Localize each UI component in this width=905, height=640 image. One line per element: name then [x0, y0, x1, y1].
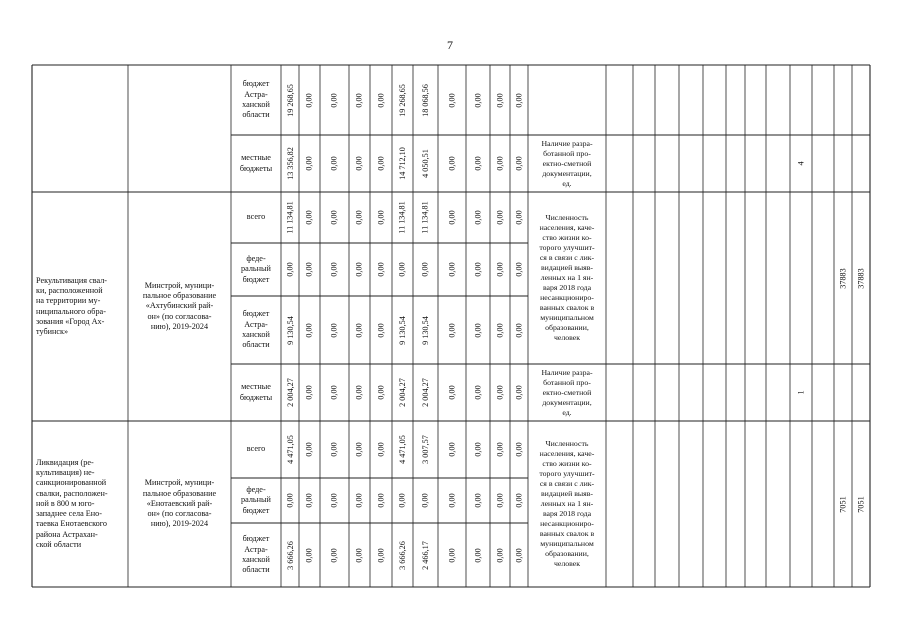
value-text: 0,00 [354, 322, 364, 338]
value-text: 0,00 [354, 262, 364, 277]
value-cell [320, 296, 349, 364]
value-cell [320, 135, 349, 192]
funding-source: всего [246, 212, 266, 222]
funding-source: бюджет Астра- ханской области [242, 309, 270, 350]
value-text: 0,00 [304, 493, 314, 508]
value-cell [510, 478, 528, 523]
value-cell [413, 192, 438, 243]
value-text: 0,00 [354, 210, 364, 225]
value-text: 0,00 [376, 92, 386, 108]
value-cell [413, 135, 438, 192]
value-text: 19 268,65 [285, 83, 295, 117]
value-text: 0,00 [354, 547, 364, 563]
value-cell [510, 421, 528, 478]
value-text: 0,00 [329, 385, 339, 400]
value-text: 0,00 [304, 547, 314, 563]
value-text: 0,00 [376, 385, 386, 400]
value-cell [299, 135, 320, 192]
value-cell [490, 296, 510, 364]
value-cell [349, 65, 370, 135]
value-text: 0,00 [495, 322, 505, 338]
value-cell [370, 243, 392, 296]
value-cell [370, 135, 392, 192]
value-cell [320, 478, 349, 523]
value-text: 13 356,82 [285, 147, 295, 180]
value-cell [349, 421, 370, 478]
value-cell [510, 243, 528, 296]
measure-description [32, 65, 128, 192]
funding-source: бюджет Астра- ханской области [242, 534, 270, 575]
value-cell [299, 296, 320, 364]
value-text: 0,00 [447, 156, 457, 171]
value-text: 0,00 [376, 262, 386, 277]
value-text: 0,00 [376, 322, 386, 338]
value-text: 0,00 [514, 92, 524, 108]
value-cell [490, 192, 510, 243]
value-text: 0,00 [473, 322, 483, 338]
value-text: 0,00 [376, 547, 386, 563]
value-cell [281, 135, 299, 192]
value-cell [490, 243, 510, 296]
value-text: 0,00 [376, 442, 386, 457]
value-text: 0,00 [473, 156, 483, 171]
target-value [790, 135, 812, 192]
population-value [852, 192, 870, 364]
value-text: 0,00 [354, 385, 364, 400]
value-text: 11 134,81 [285, 201, 295, 234]
value-text: 3 007,57 [421, 435, 430, 464]
value-cell [392, 478, 413, 523]
value-cell [281, 421, 299, 478]
value-text: 0,00 [473, 547, 483, 563]
value-cell [370, 478, 392, 523]
value-cell [392, 192, 413, 243]
value-cell [281, 478, 299, 523]
value-text: 0,00 [514, 493, 524, 508]
value-cell [438, 478, 466, 523]
value-cell [349, 523, 370, 587]
value-text: 0,00 [304, 322, 314, 338]
value-cell [510, 523, 528, 587]
value-text: 0,00 [473, 92, 483, 108]
target-value-text: 1 [796, 390, 806, 395]
value-text: 0,00 [304, 156, 314, 171]
target-value [790, 364, 812, 421]
value-cell [438, 192, 466, 243]
value-text: 2 004,27 [285, 378, 295, 407]
value-text: 0,00 [514, 442, 524, 457]
value-text: 0,00 [447, 385, 457, 400]
value-cell [413, 421, 438, 478]
value-cell [281, 296, 299, 364]
value-text: 0,00 [473, 493, 483, 508]
value-cell [299, 364, 320, 421]
value-text: 0,00 [304, 385, 314, 400]
value-text: 0,00 [447, 210, 457, 225]
value-text: 11 134,81 [421, 201, 431, 234]
value-text: 0,00 [354, 92, 364, 108]
page-number: 7 [447, 38, 453, 52]
value-text: 0,00 [397, 493, 407, 508]
value-text: 19 268,65 [398, 83, 407, 117]
value-cell [320, 65, 349, 135]
value-text: 0,00 [495, 262, 505, 277]
value-cell [392, 296, 413, 364]
measure-executor: Минстрой, муници- пальное образование «Енотаевский рай- он» (по согласова- нию), 2019-2024 [142, 478, 217, 529]
value-text: 0,00 [329, 442, 339, 457]
population-value-text: 37883 [838, 267, 848, 289]
value-text: 0,00 [420, 493, 430, 508]
value-cell [370, 421, 392, 478]
indicator-name: Численность населения, каче- ство жизни ко- торого улучшит- ся в связи с лик- видацией выяв- ленных на 1 ян- варя 2018 года несанкциониро- ванных свалок в муниципальном образовании, человек [539, 213, 595, 342]
value-cell [370, 523, 392, 587]
value-cell [438, 523, 466, 587]
value-cell [299, 421, 320, 478]
value-text: 0,00 [447, 442, 457, 457]
population-value-text: 7051 [838, 495, 848, 513]
value-cell [438, 296, 466, 364]
value-cell [392, 65, 413, 135]
value-cell [281, 243, 299, 296]
funding-source: феде- ральный бюджет [241, 254, 271, 284]
value-cell [490, 135, 510, 192]
value-text: 0,00 [473, 210, 483, 225]
value-text: 0,00 [376, 156, 386, 171]
value-cell [299, 65, 320, 135]
indicator-name: Наличие разра- ботанной про- ектно-сметной документации, ед. [541, 367, 593, 417]
value-text: 0,00 [329, 156, 339, 171]
value-text: 0,00 [514, 385, 524, 400]
value-text: 0,00 [354, 156, 364, 171]
value-text: 0,00 [329, 262, 339, 277]
value-cell [281, 364, 299, 421]
indicator-name: Численность населения, каче- ство жизни ко- торого улучшит- ся в связи с лик- видацией выяв- ленных на 1 ян- варя 2018 года несанкциониро- ванных свалок в муниципальном образовании, человек [539, 439, 595, 568]
measure-description: Ликвидация (ре- культивация) не- санкционированной свалки, расположен- ной в 800 м юго- западнее села Ено- таевка Енотаевского района Астрахан- ской области [36, 457, 108, 550]
value-text: 0,00 [397, 262, 407, 277]
value-text: 0,00 [514, 547, 524, 563]
value-text: 0,00 [495, 442, 505, 457]
population-value [834, 421, 852, 587]
value-text: 9 130,54 [398, 315, 407, 345]
value-cell [299, 192, 320, 243]
indicator-name [528, 65, 606, 135]
value-text: 0,00 [447, 493, 457, 508]
value-text: 3 666,26 [285, 540, 295, 570]
value-text: 4 471,05 [285, 435, 295, 464]
target-value-text: 4 [796, 161, 806, 166]
measure-description: Рекультивация свал- ки, расположенной на территории му- ниципального обра- зования «Город Ах- тубинск» [36, 275, 108, 337]
value-cell [413, 478, 438, 523]
value-cell [466, 421, 490, 478]
value-cell [466, 243, 490, 296]
value-cell [349, 192, 370, 243]
value-text: 18 068,56 [421, 83, 430, 117]
population-value [834, 192, 852, 364]
value-cell [392, 421, 413, 478]
value-text: 0,00 [473, 385, 483, 400]
funding-source: бюджет Астра- ханской области [242, 79, 270, 120]
value-cell [349, 478, 370, 523]
population-value [852, 421, 870, 587]
value-text: 0,00 [304, 210, 314, 225]
value-text: 0,00 [473, 442, 483, 457]
value-text: 0,00 [285, 493, 295, 508]
value-cell [413, 364, 438, 421]
value-cell [320, 364, 349, 421]
value-cell [370, 296, 392, 364]
value-cell [349, 296, 370, 364]
indicator-name: Наличие разра- ботанной про- ектно-сметной документации, ед. [541, 138, 593, 188]
value-cell [438, 65, 466, 135]
value-cell [299, 478, 320, 523]
value-text: 2 466,17 [421, 540, 430, 570]
value-cell [370, 192, 392, 243]
value-text: 3 666,26 [398, 540, 407, 570]
value-text: 0,00 [329, 92, 339, 108]
value-cell [466, 364, 490, 421]
value-cell [413, 243, 438, 296]
value-text: 4 050,51 [421, 149, 430, 178]
value-cell [392, 243, 413, 296]
value-text: 0,00 [514, 210, 524, 225]
value-text: 0,00 [354, 442, 364, 457]
value-cell [349, 243, 370, 296]
population-value-text: 7051 [856, 495, 866, 513]
value-cell [438, 243, 466, 296]
value-text: 0,00 [329, 322, 339, 338]
value-text: 0,00 [514, 156, 524, 171]
value-cell [510, 364, 528, 421]
value-cell [370, 364, 392, 421]
value-cell [320, 523, 349, 587]
value-cell [510, 192, 528, 243]
value-text: 0,00 [376, 210, 386, 225]
value-text: 14 712,10 [398, 147, 407, 180]
value-cell [392, 523, 413, 587]
value-cell [510, 65, 528, 135]
value-text: 0,00 [495, 547, 505, 563]
value-text: 0,00 [447, 92, 457, 108]
value-text: 0,00 [514, 322, 524, 338]
value-text: 9 130,54 [285, 315, 295, 345]
funding-source: всего [246, 444, 266, 454]
value-cell [299, 523, 320, 587]
value-cell [281, 192, 299, 243]
value-cell [466, 523, 490, 587]
value-text: 0,00 [514, 262, 524, 277]
value-cell [392, 135, 413, 192]
value-cell [349, 364, 370, 421]
value-cell [510, 135, 528, 192]
value-text: 0,00 [304, 442, 314, 457]
value-cell [466, 65, 490, 135]
value-cell [466, 135, 490, 192]
funding-source: местные бюджеты [239, 153, 273, 173]
measure-executor: Минстрой, муници- пальное образование «Ахтубинский рай- он» (по согласова- нию), 2019-2024 [142, 280, 217, 331]
value-text: 9 130,54 [421, 315, 430, 345]
value-cell [438, 364, 466, 421]
value-text: 0,00 [329, 210, 339, 225]
value-cell [392, 364, 413, 421]
value-text: 0,00 [495, 92, 505, 108]
value-cell [490, 478, 510, 523]
value-text: 0,00 [495, 385, 505, 400]
value-cell [466, 478, 490, 523]
value-text: 0,00 [420, 262, 430, 277]
value-text: 0,00 [329, 493, 339, 508]
funding-source: феде- ральный бюджет [241, 485, 271, 515]
value-text: 0,00 [447, 322, 457, 338]
value-cell [320, 192, 349, 243]
value-text: 0,00 [495, 210, 505, 225]
value-cell [466, 192, 490, 243]
value-cell [413, 523, 438, 587]
value-cell [413, 296, 438, 364]
value-cell [438, 135, 466, 192]
value-cell [320, 421, 349, 478]
value-cell [490, 421, 510, 478]
value-cell [299, 243, 320, 296]
value-text: 0,00 [447, 262, 457, 277]
value-text: 0,00 [354, 493, 364, 508]
value-text: 2 004,27 [398, 378, 407, 407]
value-text: 0,00 [329, 547, 339, 563]
value-text: 0,00 [495, 156, 505, 171]
value-cell [320, 243, 349, 296]
value-cell [413, 65, 438, 135]
value-text: 2 004,27 [421, 378, 430, 407]
value-cell [370, 65, 392, 135]
value-cell [490, 65, 510, 135]
value-cell [281, 523, 299, 587]
value-text: 11 134,81 [398, 201, 408, 234]
value-text: 4 471,05 [398, 435, 407, 464]
value-cell [281, 65, 299, 135]
value-cell [349, 135, 370, 192]
value-cell [466, 296, 490, 364]
value-text: 0,00 [495, 493, 505, 508]
value-text: 0,00 [376, 493, 386, 508]
measure-executor [128, 65, 231, 192]
value-cell [490, 523, 510, 587]
value-text: 0,00 [285, 262, 295, 277]
population-value-text: 37883 [856, 267, 866, 289]
value-cell [490, 364, 510, 421]
value-cell [510, 296, 528, 364]
value-text: 0,00 [304, 262, 314, 277]
value-text: 0,00 [473, 262, 483, 277]
value-text: 0,00 [304, 92, 314, 108]
value-text: 0,00 [447, 547, 457, 563]
value-cell [438, 421, 466, 478]
funding-source: местные бюджеты [239, 382, 273, 402]
